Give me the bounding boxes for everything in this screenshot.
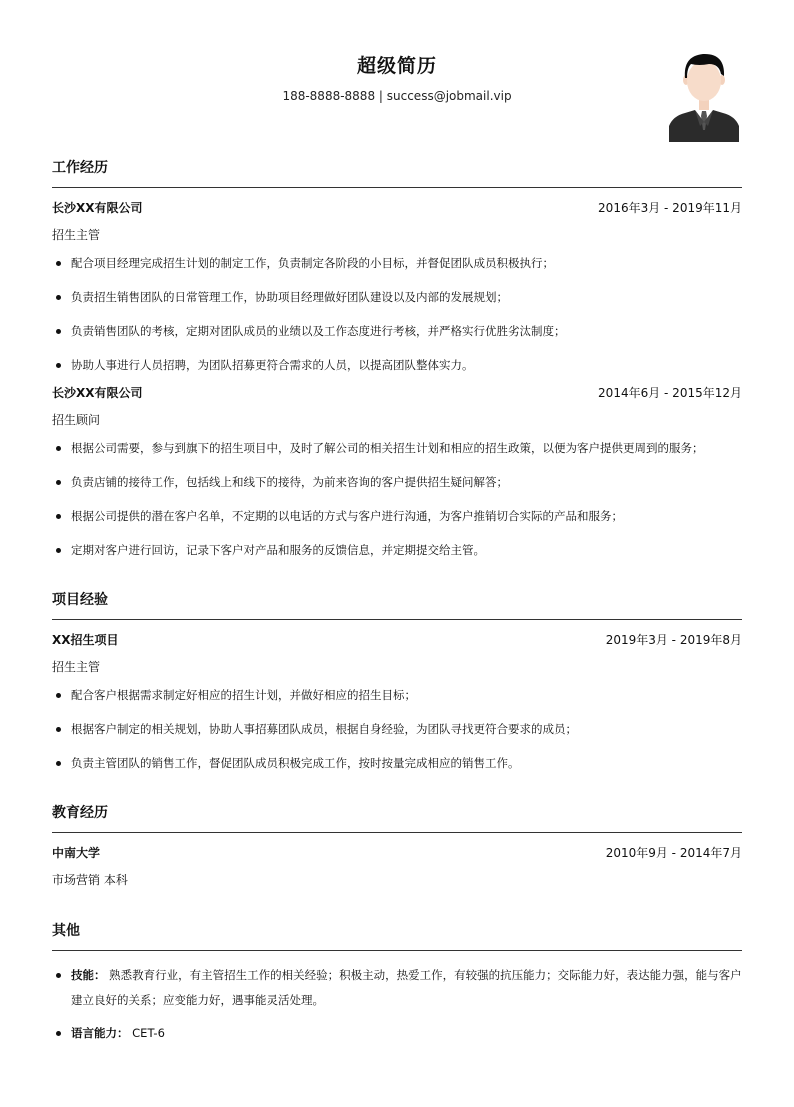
list-item-text: 根据公司需要，参与到旗下的招生项目中，及时了解公司的相关招生计划和相应的招生政策，以便为客户提供更周到的服务；	[71, 441, 704, 455]
bullet-icon	[56, 261, 61, 266]
company-name: 长沙XX有限公司	[52, 201, 143, 215]
entry-header	[52, 632, 742, 648]
list-item	[52, 440, 742, 456]
skill-text: 熟悉教育行业，有主管招生工作的相关经验；积极主动，热爱工作，有较强的抗压能力；交际能力好，表达能力强，能与客户建立良好的关系；应变能力好，遇事能灵活处理。	[71, 968, 742, 1007]
list-item-text: 负责店铺的接待工作，包括线上和线下的接待，为前来咨询的客户提供招生疑问解答；	[71, 475, 508, 489]
job-title: 招生主管	[52, 228, 101, 242]
major-degree: 市场营销 本科	[52, 873, 128, 887]
bullet-icon	[56, 973, 61, 978]
bullet-icon	[56, 727, 61, 732]
bullet-icon	[56, 446, 61, 451]
project-name: XX招生项目	[52, 633, 119, 647]
candidate-name: 超级简历	[356, 55, 437, 77]
bullet-icon	[56, 693, 61, 698]
list-item-text: 配合项目经理完成招生计划的制定工作，负责制定各阶段的小目标，并督促团队成员积极执行；	[71, 256, 554, 270]
duty-list	[52, 255, 742, 373]
list-item	[52, 721, 742, 737]
section-title: 其他	[52, 920, 742, 951]
list-item-text: 协助人事进行人员招聘，为团队招募更符合需求的人员，以提高团队整体实力。	[71, 358, 474, 372]
list-item-text: 负责招生销售团队的日常管理工作，协助项目经理做好团队建设以及内部的发展规划；	[71, 290, 508, 304]
date-range: 2016年3月 - 2019年11月	[598, 201, 742, 215]
date-range: 2014年6月 - 2015年12月	[598, 386, 742, 400]
bullet-icon	[56, 514, 61, 519]
bullet-icon	[56, 329, 61, 334]
project-entry	[52, 632, 742, 771]
education-section	[52, 802, 742, 888]
language-label: 语言能力：	[71, 1026, 129, 1040]
job-title: 招生顾问	[52, 413, 101, 427]
project-role: 招生主管	[52, 660, 101, 674]
resume-page	[52, 0, 742, 1107]
work-entry	[52, 385, 742, 558]
list-item-text: 负责销售团队的考核，定期对团队成员的业绩以及工作态度进行考核，并严格实行优胜劣汰制度；	[71, 324, 566, 338]
list-item-text: 配合客户根据需求制定好相应的招生计划，并做好相应的招生目标；	[71, 688, 416, 702]
duty-list	[52, 440, 742, 558]
list-item-text: 负责主管团队的销售工作，督促团队成员积极完成工作，按时按量完成相应的销售工作。	[71, 756, 520, 770]
list-item	[52, 687, 742, 703]
entry-header	[52, 385, 742, 401]
list-item	[52, 755, 742, 771]
bullet-icon	[56, 363, 61, 368]
section-title: 教育经历	[52, 802, 742, 833]
list-item	[52, 963, 742, 1013]
work-experience-section	[52, 157, 742, 558]
list-item	[52, 289, 742, 305]
date-range: 2010年9月 - 2014年7月	[605, 846, 742, 860]
entry-header	[52, 200, 742, 216]
work-entry	[52, 200, 742, 373]
list-item	[52, 508, 742, 524]
list-item-text: 根据客户制定的相关规划，协助人事招募团队成员，根据自身经验，为团队寻找更符合要求的成员；	[71, 722, 577, 736]
bullet-icon	[56, 761, 61, 766]
section-title: 项目经验	[52, 589, 742, 620]
resume-header	[52, 0, 742, 150]
bullet-icon	[56, 548, 61, 553]
other-section	[52, 920, 742, 1046]
bullet-icon	[56, 480, 61, 485]
list-item-text: 定期对客户进行回访，记录下客户对产品和服务的反馈信息，并定期提交给主管。	[71, 543, 485, 557]
avatar-icon	[669, 50, 739, 142]
contact-info: 188-8888-8888 | success@jobmail.vip	[282, 89, 512, 103]
education-entry	[52, 845, 742, 888]
list-item	[52, 1021, 742, 1046]
bullet-icon	[56, 1031, 61, 1036]
duty-list	[52, 687, 742, 771]
list-item	[52, 474, 742, 490]
company-name: 长沙XX有限公司	[52, 386, 143, 400]
skill-label: 技能：	[71, 968, 106, 982]
section-title: 工作经历	[52, 157, 742, 188]
list-item	[52, 255, 742, 271]
school-name: 中南大学	[52, 846, 101, 860]
list-item	[52, 542, 742, 558]
list-item	[52, 323, 742, 339]
project-experience-section	[52, 589, 742, 771]
other-list	[52, 963, 742, 1046]
list-item	[52, 357, 742, 373]
list-item-text: 根据公司提供的潜在客户名单，不定期的以电话的方式与客户进行沟通，为客户推销切合实际的产品和服务；	[71, 509, 623, 523]
bullet-icon	[56, 295, 61, 300]
language-text: CET-6	[128, 1026, 165, 1040]
entry-header	[52, 845, 742, 861]
date-range: 2019年3月 - 2019年8月	[605, 633, 742, 647]
